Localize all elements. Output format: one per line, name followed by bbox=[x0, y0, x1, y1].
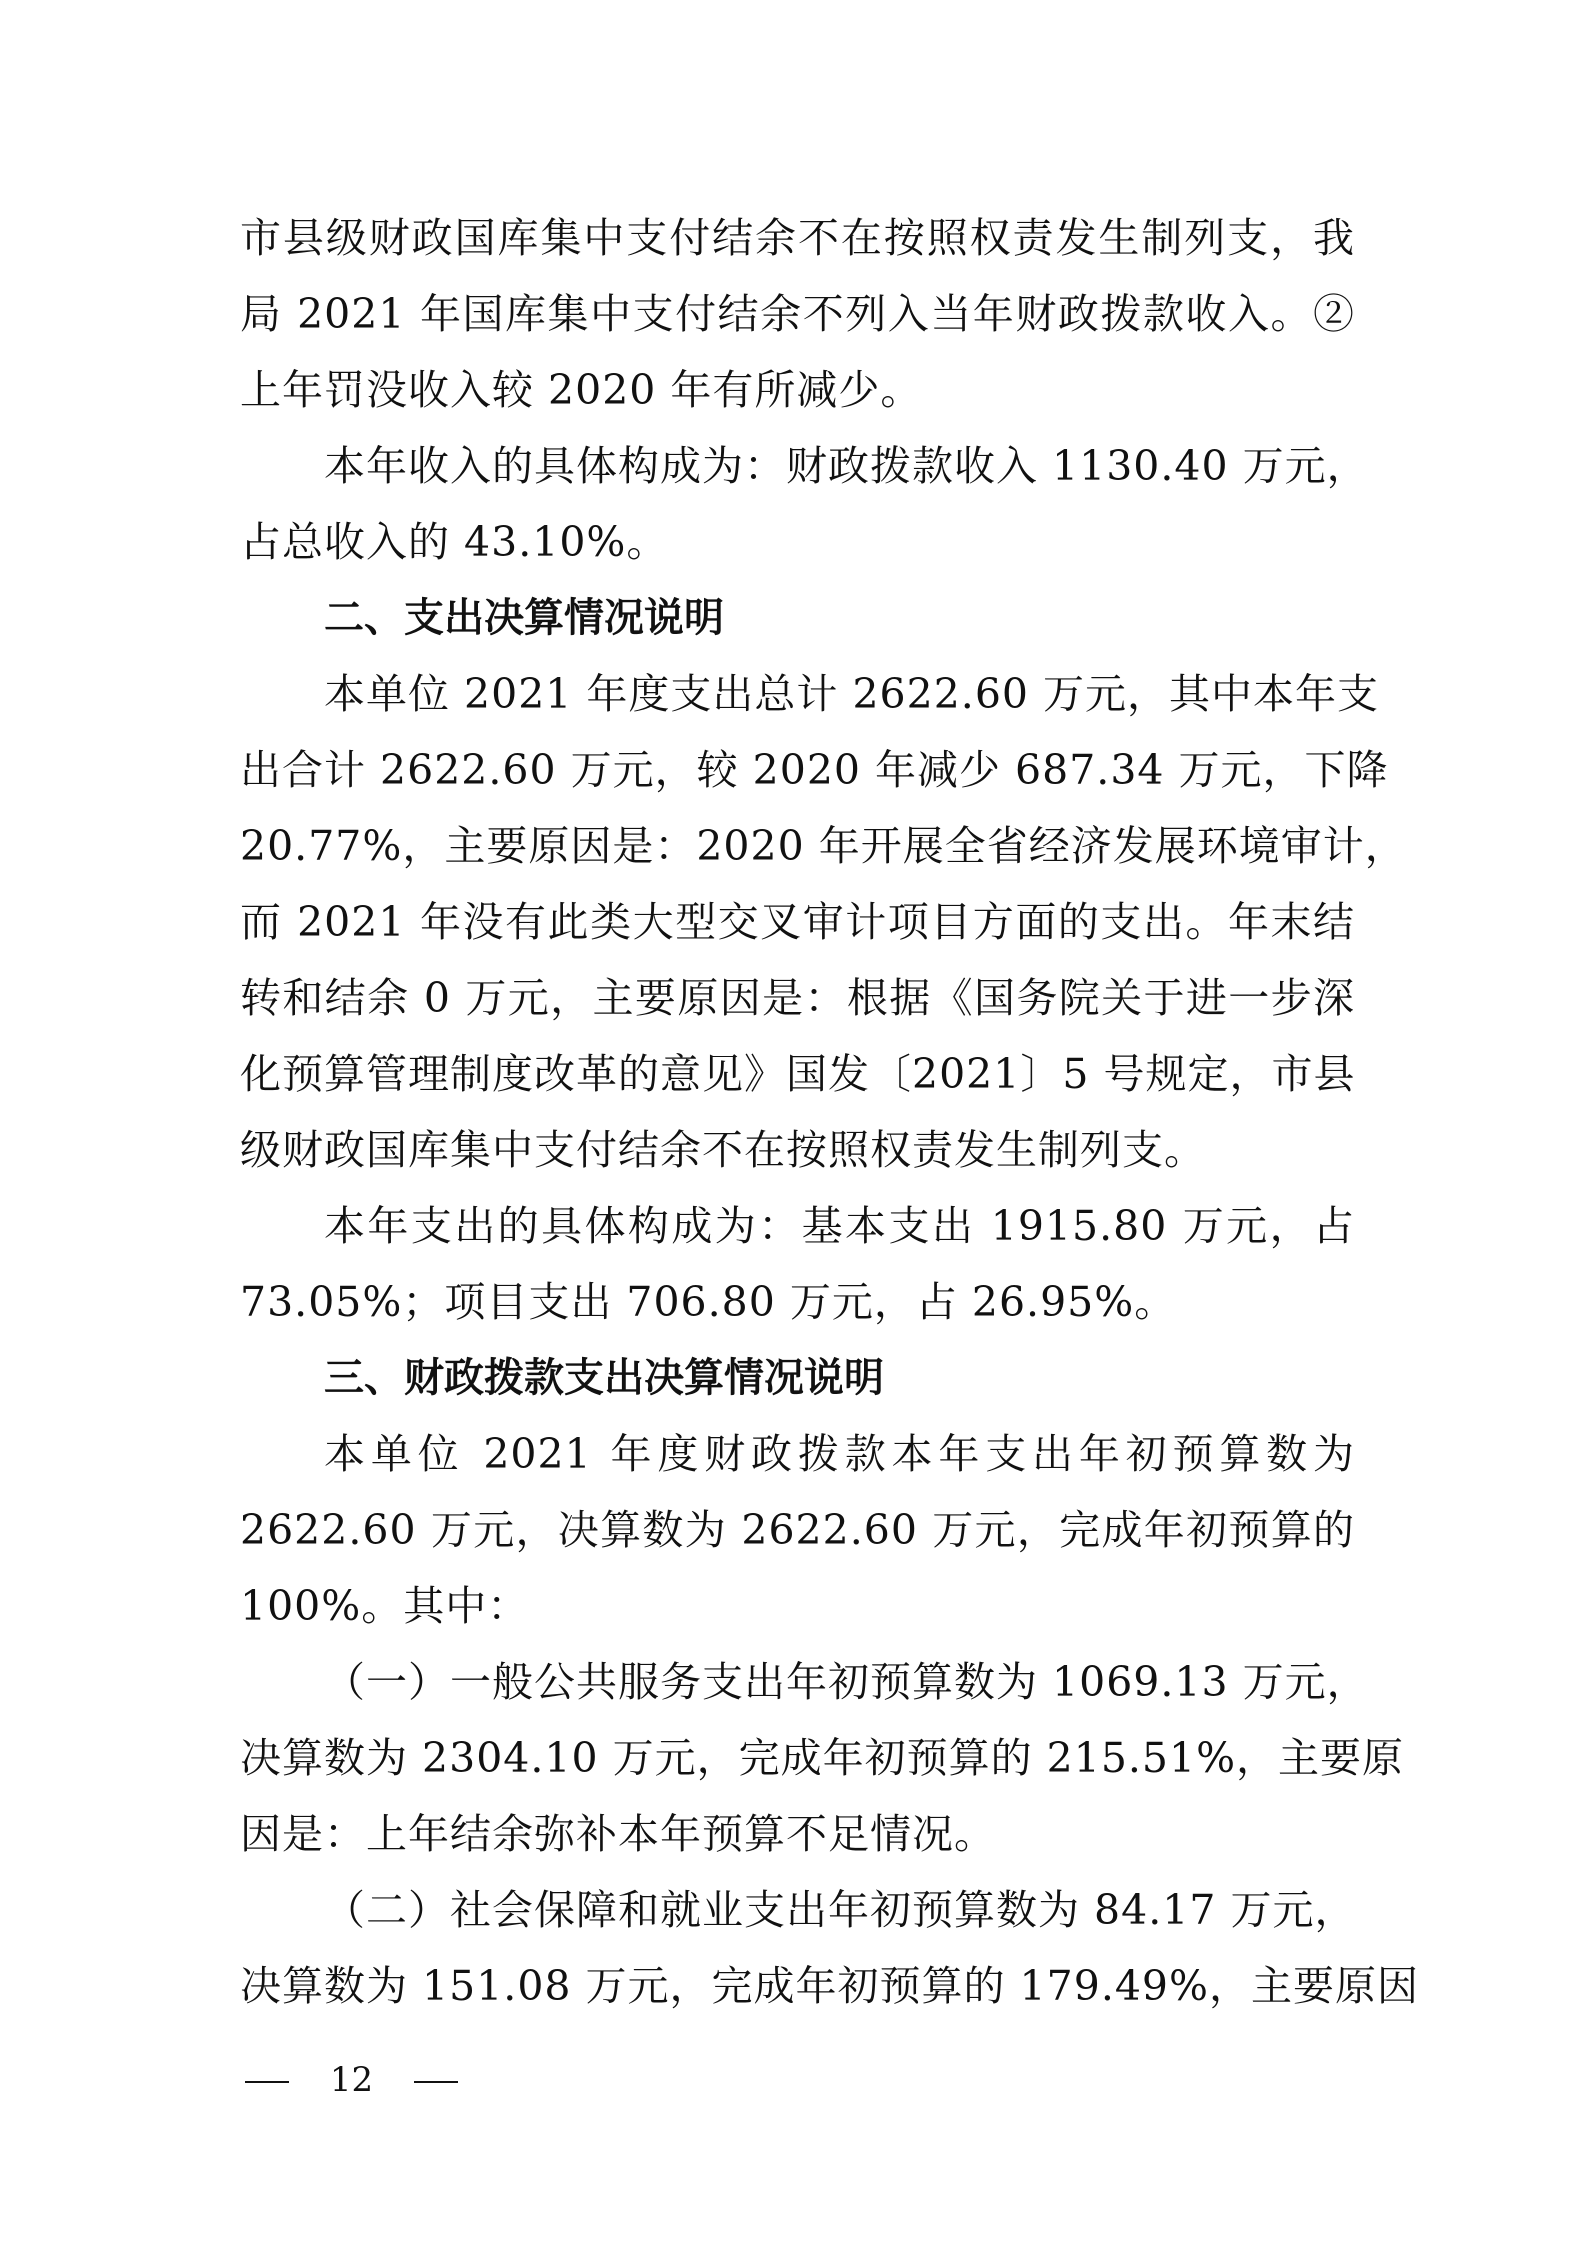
text-line: 决算数为 2304.10 万元，完成年初预算的 215.51%，主要原 bbox=[240, 1734, 1405, 1782]
text-line: 2622.60 万元，决算数为 2622.60 万元，完成年初预算的 bbox=[240, 1506, 1355, 1554]
text-line: 决算数为 151.08 万元，完成年初预算的 179.49%，主要原因 bbox=[240, 1962, 1419, 2010]
text-line: 因是：上年结余弥补本年预算不足情况。 bbox=[240, 1810, 996, 1858]
footer-dash-left bbox=[245, 2081, 289, 2083]
text-line: 20.77%，主要原因是：2020 年开展全省经济发展环境审计， bbox=[240, 822, 1407, 870]
text-line: 市县级财政国库集中支付结余不在按照权责发生制列支，我 bbox=[240, 214, 1355, 262]
text-line: 73.05%；项目支出 706.80 万元，占 26.95%。 bbox=[240, 1278, 1177, 1326]
text-line: 化预算管理制度改革的意见》国发〔2021〕5 号规定，市县 bbox=[240, 1050, 1356, 1098]
page-number: 12 bbox=[329, 2060, 374, 2100]
text-line: （一）一般公共服务支出年初预算数为 1069.13 万元， bbox=[324, 1658, 1369, 1706]
text-line: 本单位 2021 年度支出总计 2622.60 万元，其中本年支 bbox=[324, 670, 1380, 718]
text-line: 100%。其中： bbox=[240, 1582, 530, 1630]
section-heading: 二、支出决算情况说明 bbox=[324, 595, 724, 641]
document-body bbox=[240, 200, 1419, 2024]
footer-dash-right bbox=[414, 2081, 458, 2083]
text-line: 上年罚没收入较 2020 年有所减少。 bbox=[240, 366, 923, 414]
text-line: 出合计 2622.60 万元，较 2020 年减少 687.34 万元，下降 bbox=[240, 746, 1389, 794]
text-line: 级财政国库集中支付结余不在按照权责发生制列支。 bbox=[240, 1126, 1206, 1174]
text-line: 转和结余 0 万元，主要原因是：根据《国务院关于进一步深 bbox=[240, 974, 1355, 1022]
text-line: （二）社会保障和就业支出年初预算数为 84.17 万元， bbox=[324, 1886, 1357, 1934]
text-line: 本年支出的具体构成为：基本支出 1915.80 万元，占 bbox=[324, 1202, 1355, 1250]
text-line: 本年收入的具体构成为：财政拨款收入 1130.40 万元， bbox=[324, 442, 1369, 490]
text-line: 而 2021 年没有此类大型交叉审计项目方面的支出。年末结 bbox=[240, 898, 1355, 946]
text-line: 占总收入的 43.10%。 bbox=[240, 518, 669, 566]
section-heading: 三、财政拨款支出决算情况说明 bbox=[324, 1355, 884, 1401]
page-footer bbox=[245, 2060, 458, 2100]
text-line: 局 2021 年国库集中支付结余不列入当年财政拨款收入。② bbox=[240, 290, 1355, 338]
text-line: 本单位 2021 年度财政拨款本年支出年初预算数为 bbox=[324, 1430, 1355, 1478]
